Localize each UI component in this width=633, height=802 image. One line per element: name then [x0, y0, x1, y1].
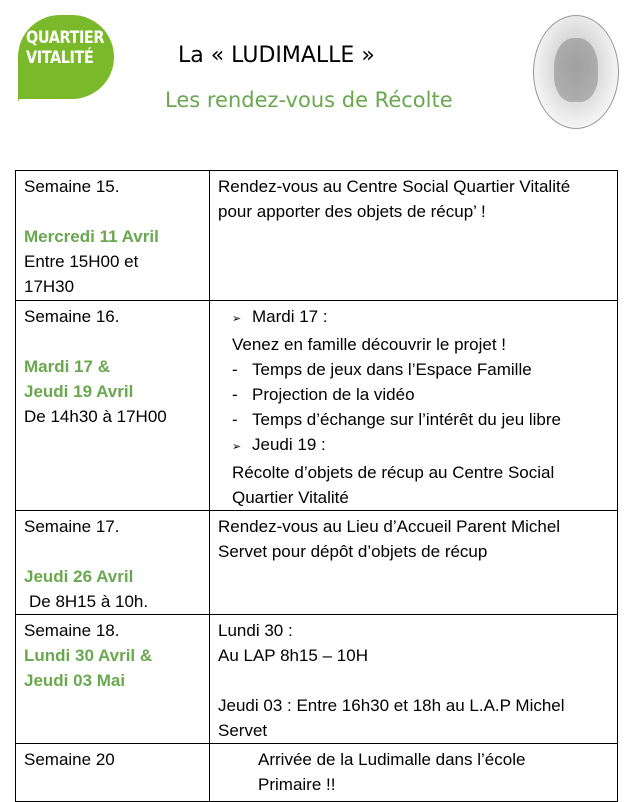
- portrait: [554, 38, 598, 102]
- week-label: Semaine 18.: [24, 621, 120, 640]
- content-line: Quartier Vitalité: [232, 488, 349, 507]
- week-label: Semaine 15.: [24, 177, 120, 196]
- content-line: Au LAP 8h15 – 10H: [218, 646, 368, 665]
- content-line: Rendez-vous au Lieu d’Accueil Parent Michel: [218, 517, 561, 536]
- date-label: Mercredi 11 Avril: [24, 227, 159, 246]
- table-row: [16, 171, 618, 301]
- page-title: La « LUDIMALLE »: [178, 43, 375, 68]
- arrow-bullet-icon: ➢: [232, 441, 242, 453]
- dash-bullet: -: [232, 410, 238, 429]
- day-heading: Mardi 17 :: [252, 307, 328, 326]
- date-label: Jeudi 03 Mai: [24, 671, 126, 690]
- content-line: Venez en famille découvrir le projet !: [232, 335, 507, 354]
- logo-text: [26, 28, 104, 68]
- week-label: Semaine 16.: [24, 307, 120, 326]
- date-label: Mardi 17 &: [24, 357, 110, 376]
- week-label: Semaine 20: [24, 750, 115, 769]
- logo-line: VITALITÉ: [26, 48, 94, 68]
- table-row: [16, 511, 618, 615]
- content-line: Rendez-vous au Centre Social Quartier Vitalité: [218, 177, 571, 196]
- content-cell: [210, 744, 618, 802]
- content-line: Jeudi 03 : Entre 16h30 et 18h au L.A.P Michel: [218, 696, 565, 715]
- date-label: Jeudi 19 Avril: [24, 382, 134, 401]
- content-line: Récolte d’objets de récup au Centre Social: [232, 463, 555, 482]
- content-line: Lundi 30 :: [218, 621, 293, 640]
- table-row: [16, 301, 618, 511]
- date-label: Lundi 30 Avril &: [24, 646, 153, 665]
- time-label: 17H30: [24, 277, 75, 296]
- dash-bullet: -: [232, 360, 238, 379]
- content-line: Servet: [218, 721, 268, 740]
- bullet-item: Projection de la vidéo: [252, 385, 415, 404]
- content-line: Primaire !!: [258, 775, 336, 794]
- time-label: De 8H15 à 10h.: [29, 592, 149, 611]
- time-label: Entre 15H00 et: [24, 252, 139, 271]
- page-subtitle: Les rendez-vous de Récolte: [165, 88, 453, 112]
- logo-line: QUARTIER: [26, 28, 105, 48]
- arrow-bullet-icon: ➢: [232, 313, 242, 325]
- day-heading: Jeudi 19 :: [252, 435, 326, 454]
- week-label: Semaine 17.: [24, 517, 120, 536]
- content-cell: [210, 615, 618, 744]
- table-row: [16, 615, 618, 744]
- content-line: Servet pour dépôt d’objets de récup: [218, 542, 488, 561]
- date-cell: [16, 615, 210, 744]
- content-line: Arrivée de la Ludimalle dans l’école: [258, 750, 526, 769]
- content-cell: [210, 511, 618, 615]
- date-cell: [16, 744, 210, 802]
- dash-bullet: -: [232, 385, 238, 404]
- date-cell: [16, 511, 210, 615]
- bullet-item: Temps de jeux dans l’Espace Famille: [252, 360, 532, 379]
- content-line: pour apporter des objets de récup’ !: [218, 202, 486, 221]
- school-seal-image: [533, 15, 619, 129]
- date-label: Jeudi 26 Avril: [24, 567, 134, 586]
- content-cell: [210, 171, 618, 301]
- bullet-item: Temps d’échange sur l’intérêt du jeu libre: [252, 410, 562, 429]
- table-row: [16, 744, 618, 802]
- date-cell: [16, 171, 210, 301]
- schedule-table: [15, 170, 618, 802]
- content-cell: [210, 301, 618, 511]
- date-cell: [16, 301, 210, 511]
- time-label: De 14h30 à 17H00: [24, 407, 167, 426]
